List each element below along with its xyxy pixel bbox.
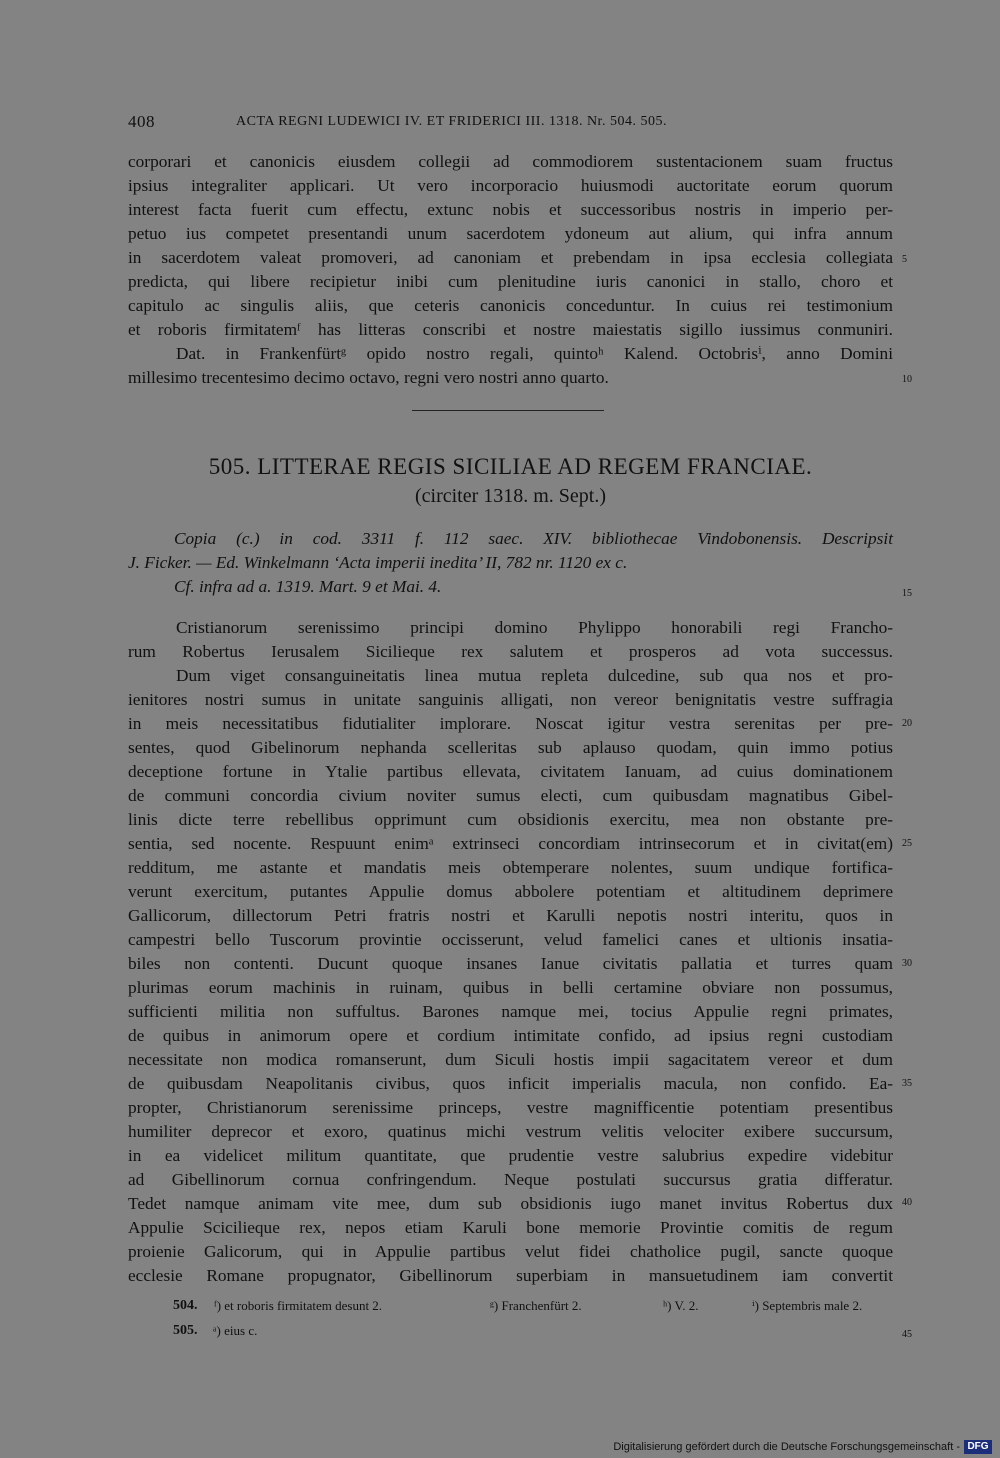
margin-line-number: 40 [902,1197,912,1208]
footnote-label: 504. [173,1298,198,1313]
footnote: ʰ) V. 2. [663,1298,699,1313]
text-line: in meis necessitatibus fidutialiter implorare. Noscat igitur vestra serenitas per pre- [128,714,893,733]
text-line: ienitores nostri sumus in unitate sanguinis alligati, non vereor benignitatis vestre suffragia [128,690,893,709]
text-line: de communi concordia civium noviter sumus electi, cum quibusdam magnatibus Gibel- [128,786,893,805]
document-title: 505. LITTERAE REGIS SICILIAE AD REGEM FRANCIAE. [208,454,813,479]
footnote: ᵍ) Franchenfürt 2. [490,1298,582,1313]
dfg-logo-icon: DFG [964,1440,992,1454]
text-line: Gallicorum, dillectorum Petri fratris nostri et Karulli nepotis nostri interitu, quos in [128,906,893,925]
text-line: redditum, me astante et mandatis meis obtemperare nolentes, suum undique fortifica- [128,858,893,877]
text-line: ecclesie Romane propugnator, Gibellinorum superbiam in mansuetudinem iam convertit [128,1266,893,1285]
text-line: capitulo ac singulis aliis, que ceteris canonicis conceduntur. In cuius rei testimonium [128,296,893,315]
footnote-row-505 [128,1323,893,1343]
text-line: interest facta fuerit cum effectu, extunc nobis et successoribus nostris in imperio per- [128,200,893,219]
text-line: rum Robertus Ierusalem Sicilieque rex salutem et prosperos ad vota successus. [128,642,893,661]
letter-body [128,616,893,1288]
text-line: petuo ius competet presentandi unum sacerdotem ydoneum aut alium, qui infra annum [128,224,893,243]
footnote-row-504 [128,1298,893,1318]
footnote: ᵃ) eius c. [213,1323,258,1338]
margin-line-number: 45 [902,1329,912,1340]
margin-line-number: 30 [902,958,912,969]
footnote: ⁱ) Septembris male 2. [752,1298,863,1313]
margin-line-number: 25 [902,838,912,849]
digitization-footer [0,1438,1000,1458]
text-line: proienie Galicorum, qui in Appulie partibus velut fidei chatholice pugil, sancte quoque [128,1242,893,1261]
margin-line-number: 5 [902,254,907,265]
margin-line-number: 20 [902,718,912,729]
footnote-label: 505. [173,1323,198,1338]
top-text-block [128,150,893,390]
text-line: ipsius integraliter applicari. Ut vero incorporacio huiusmodi auctoritate eorum quorum [128,176,893,195]
page-number: 408 [128,112,155,131]
section-separator [412,410,604,411]
funding-credit: Digitalisierung gefördert durch die Deutsche Forschungsgemeinschaft - [613,1441,960,1453]
text-line: de quibus in animorum opere et cordium intimitate confido, ad ipsius regni custodiam [128,1026,893,1045]
text-line: Appulie Scicilieque rex, nepos etiam Karuli bone memorie Provintie comitis de regum [128,1218,893,1237]
text-line: plurimas eorum machinis in ruinam, quibus in belli certamine obviare non possumus, [128,978,893,997]
text-line: Cristianorum serenissimo principi domino Phylippo honorabili regi Francho- [176,618,893,637]
running-title: ACTA REGNI LUDEWICI IV. ET FRIDERICI III. 1318. Nr. 504. 505. [236,114,667,129]
source-line: J. Ficker. — Ed. Winkelmann ‘Acta imperii inedita’ II, 782 nr. 1120 ex c. [128,553,628,572]
text-line: campestri bello Tuscorum provintie occisserunt, velud famelici canes et ultionis insatia- [128,930,893,949]
text-line: millesimo trecentesimo decimo octavo, regni vero nostri anno quarto. [128,368,609,387]
text-line: Tedet namque animam vite mee, dum sub obsidionis iugo manet invitus Robertus dux [128,1194,893,1213]
text-line: predicta, qui libere recipietur inibi cum plenitudine iuris canonici in stallo, choro et [128,272,893,291]
text-line: linis dicte terre rebellibus opprimunt cum obsidionis exercitu, mea non obstante pre- [128,810,893,829]
margin-line-number: 10 [902,374,912,385]
text-line: sufficienti militia non suffultus. Barones namque mei, tocius Appulie regni primates, [128,1002,893,1021]
margin-line-number: 15 [902,588,912,599]
text-line: deceptione fortune in Ytalie partibus ellevata, civitatem Ianuam, ad cuius dominationem [128,762,893,781]
text-line: verunt exercitum, putantes Appulie domus abbolere potentiam et altitudinem deprimere [128,882,893,901]
text-line: propter, Christianorum serenissime princeps, vestre magnifficentie potentiam presentibus [128,1098,893,1117]
text-line: corporari et canonicis eiusdem collegii ad commodiorem sustentacionem suam fructus [128,152,893,171]
source-line: Cf. infra ad a. 1319. Mart. 9 et Mai. 4. [174,577,442,596]
text-line: humiliter deprecor et exoro, quatinus michi vestrum velitis velociter exibere succursum, [128,1122,893,1141]
text-line: ad Gibellinorum cornua confringendum. Neque postulati succursus gratia differatur. [128,1170,893,1189]
source-note [128,527,893,599]
text-line: in ea videlicet militum quantitate, que prudentie vestre salubrius expedire videbitur [128,1146,893,1165]
text-line: Dum viget consanguineitatis linea mutua repleta dulcedine, sub qua nos et pro- [176,666,893,685]
text-line: et roboris firmitatemᶠ has litteras conscribi et nostre maiestatis sigillo iussimus conmuniri. [128,320,893,339]
text-line: sentes, quod Gibelinorum nephanda scelleritas sub aplauso quodam, quin immo potius [128,738,893,757]
text-line: de quibusdam Neapolitanis civibus, quos inficit imperialis macula, non confido. Ea- [128,1074,893,1093]
text-line: in sacerdotem valeat promoveri, ad canoniam et prebendam in ipsa ecclesia collegiata [128,248,893,267]
text-line: biles non contenti. Ducunt quoque insanes Ianue civitatis pallatia et turres quam [128,954,893,973]
text-line: necessitate non modica romanserunt, dum Siculi hostis impii sagacitatem vereor et dum [128,1050,893,1069]
footnote: ᶠ) et roboris firmitatem desunt 2. [214,1298,383,1313]
text-line: sentia, sed nocente. Respuunt enimᵃ extrinseci concordiam intrinsecorum et in civitat(em) [128,834,893,853]
margin-line-number: 35 [902,1078,912,1089]
text-line: Dat. in Frankenfürtᵍ opido nostro regali, quintoʰ Kalend. Octobrisⁱ, anno Domini [176,344,893,363]
source-line: Copia (c.) in cod. 3311 f. 112 saec. XIV. bibliothecae Vindobonensis. Descripsit [174,529,893,548]
document-date: (circiter 1318. m. Sept.) [414,485,607,507]
